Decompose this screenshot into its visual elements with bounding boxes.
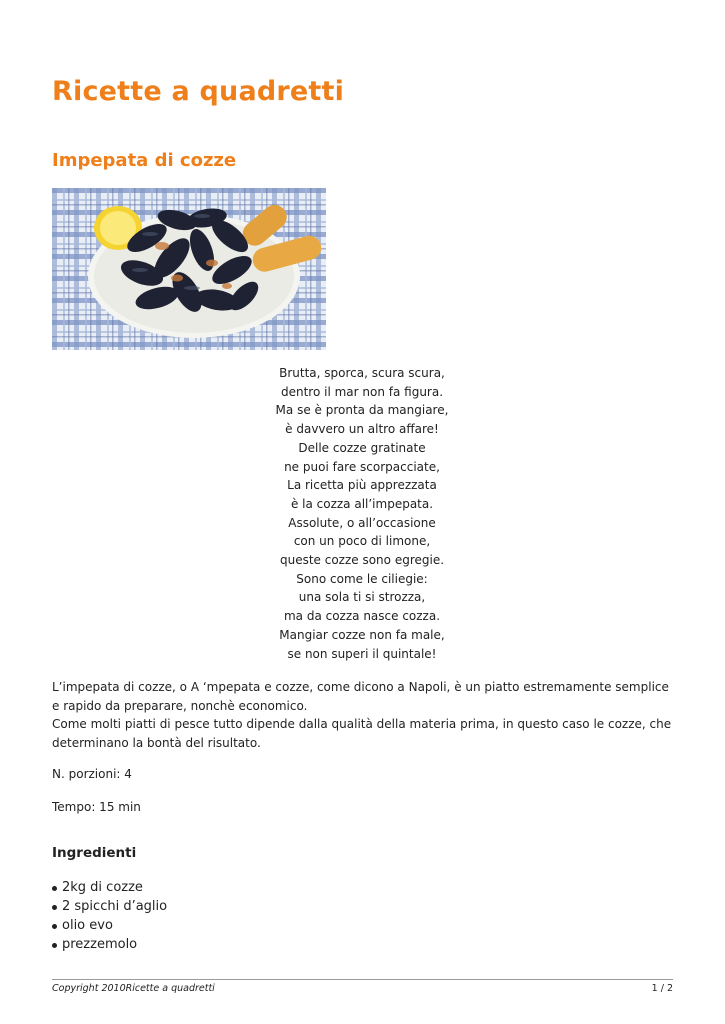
poem-line: con un poco di limone, [293,534,431,549]
site-title: Ricette a quadretti [52,76,345,107]
footer-copyright: Copyright 2010Ricette a quadretti [52,983,215,994]
poem-line: Delle cozze gratinate [298,440,426,455]
ingredient-item: olio evo [52,916,167,935]
poem-line: se non superi il quintale! [287,646,437,661]
poem-line: Mangiar cozze non fa male, [279,627,445,642]
ingredients-list [52,878,167,954]
intro-paragraph: L’impepata di cozze, o A ‘mpepata e cozze, come dicono a Napoli, è un piatto estremamente semplice e rapido da preparare, nonchè economico. [52,680,669,713]
ingredient-item: prezzemolo [52,935,167,954]
recipe-photo [52,188,326,350]
poem-line: è la cozza all’impepata. [290,496,434,511]
poem-line: ma da cozza nasce cozza. [283,609,441,624]
recipe-poem [52,364,672,663]
recipe-intro [52,678,674,753]
poem-line: Brutta, sporca, scura scura, [279,366,445,380]
poem-line: ne puoi fare scorpacciate, [284,459,440,474]
poem-line: Assolute, o all’occasione [288,515,436,530]
poem-line: dentro il mar non fa figura. [280,384,444,399]
ingredient-item: 2 spicchi d’aglio [52,897,167,916]
time-info: Tempo: 15 min [52,800,141,814]
footer-divider [52,979,673,980]
ingredients-heading: Ingredienti [52,845,137,861]
ingredient-item: 2kg di cozze [52,878,167,897]
recipe-title: Impepata di cozze [52,150,237,171]
intro-paragraph: Come molti piatti di pesce tutto dipende dalla qualità della materia prima, in questo caso le cozze, che determinano la bontà del risultato. [52,717,672,751]
poem-line: Ma se è pronta da mangiare, [275,403,449,418]
footer-page-number: 1 / 2 [651,983,673,994]
poem-line: è davvero un altro affare! [285,422,439,437]
portions-info: N. porzioni: 4 [52,767,132,781]
poem-line: La ricetta più apprezzata [287,478,437,493]
poem-line: Sono come le ciliegie: [296,571,428,586]
poem-line: una sola ti si strozza, [298,590,426,605]
poem-line: queste cozze sono egregie. [279,553,445,568]
